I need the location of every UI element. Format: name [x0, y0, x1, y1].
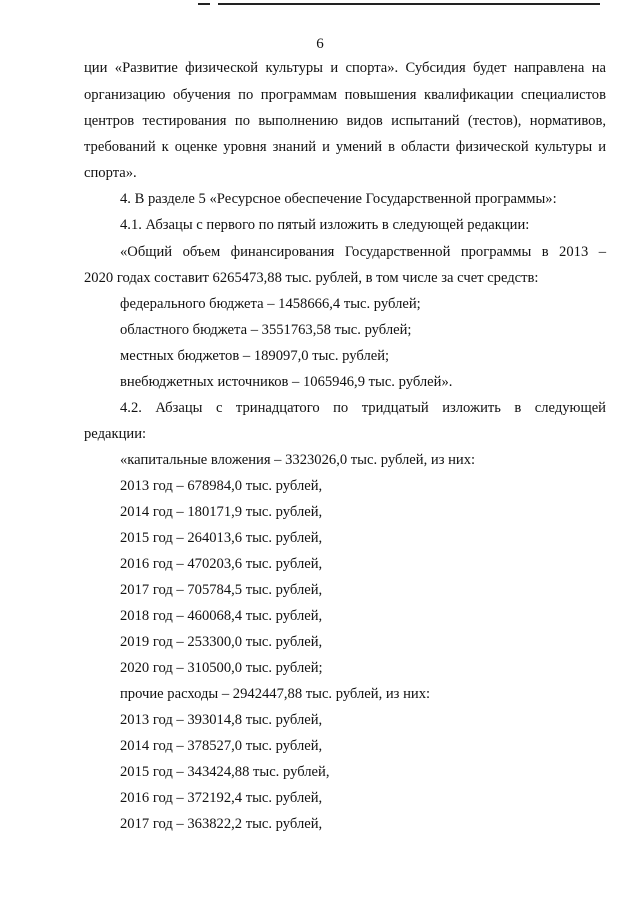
other-year-2017: 2017 год – 363822,2 тыс. рублей, — [120, 816, 323, 832]
capital-year-2014: 2014 год – 180171,9 тыс. рублей, — [120, 504, 323, 520]
list-item-4-1: 4.1. Абзацы с первого по пятый изложить в следующей редакции: — [120, 217, 530, 233]
text-line: ции «Развитие физической культуры и спорта». Субсидия будет направлена на — [84, 60, 606, 76]
capital-year-2015: 2015 год – 264013,6 тыс. рублей, — [120, 530, 323, 546]
text-line: редакции: — [84, 426, 147, 442]
text-line: центров тестирования по выполнению видов испытаний (тестов), нормативов, — [84, 113, 606, 129]
page-number: 6 — [316, 36, 324, 52]
capital-year-2017: 2017 год – 705784,5 тыс. рублей, — [120, 582, 323, 598]
other-year-2013: 2013 год – 393014,8 тыс. рублей, — [120, 712, 323, 728]
funding-federal: федерального бюджета – 1458666,4 тыс. рублей; — [120, 296, 421, 312]
scan-top-rule — [198, 3, 600, 5]
capital-year-2016: 2016 год – 470203,6 тыс. рублей, — [120, 556, 323, 572]
funding-local: местных бюджетов – 189097,0 тыс. рублей; — [120, 348, 390, 364]
text-line: спорта». — [84, 165, 137, 181]
other-year-2015: 2015 год – 343424,88 тыс. рублей, — [120, 764, 330, 780]
text-line: «Общий объем финансирования Государственной программы в 2013 – — [120, 244, 606, 260]
list-item-4: 4. В разделе 5 «Ресурсное обеспечение Государственной программы»: — [120, 191, 557, 207]
other-expenses: прочие расходы – 2942447,88 тыс. рублей, из них: — [120, 686, 431, 702]
funding-regional: областного бюджета – 3551763,58 тыс. рублей; — [120, 322, 412, 338]
capital-year-2013: 2013 год – 678984,0 тыс. рублей, — [120, 478, 323, 494]
funding-extrabudgetary: внебюджетных источников – 1065946,9 тыс. рублей». — [120, 374, 453, 390]
capital-investments: «капитальные вложения – 3323026,0 тыс. рублей, из них: — [120, 452, 476, 468]
capital-year-2020: 2020 год – 310500,0 тыс. рублей; — [120, 660, 323, 676]
other-year-2014: 2014 год – 378527,0 тыс. рублей, — [120, 738, 323, 754]
capital-year-2018: 2018 год – 460068,4 тыс. рублей, — [120, 608, 323, 624]
other-year-2016: 2016 год – 372192,4 тыс. рублей, — [120, 790, 323, 806]
capital-year-2019: 2019 год – 253300,0 тыс. рублей, — [120, 634, 323, 650]
scan-rule-gap — [210, 1, 218, 7]
text-line: требований к оценке уровня знаний и умений в области физической культуры и — [84, 139, 606, 155]
list-item-4-2: 4.2. Абзацы с тринадцатого по тридцатый изложить в следующей — [120, 400, 606, 416]
text-line: организацию обучения по программам повышения квалификации специалистов — [84, 87, 606, 103]
text-line: 2020 годах составит 6265473,88 тыс. рублей, в том числе за счет средств: — [84, 270, 539, 286]
